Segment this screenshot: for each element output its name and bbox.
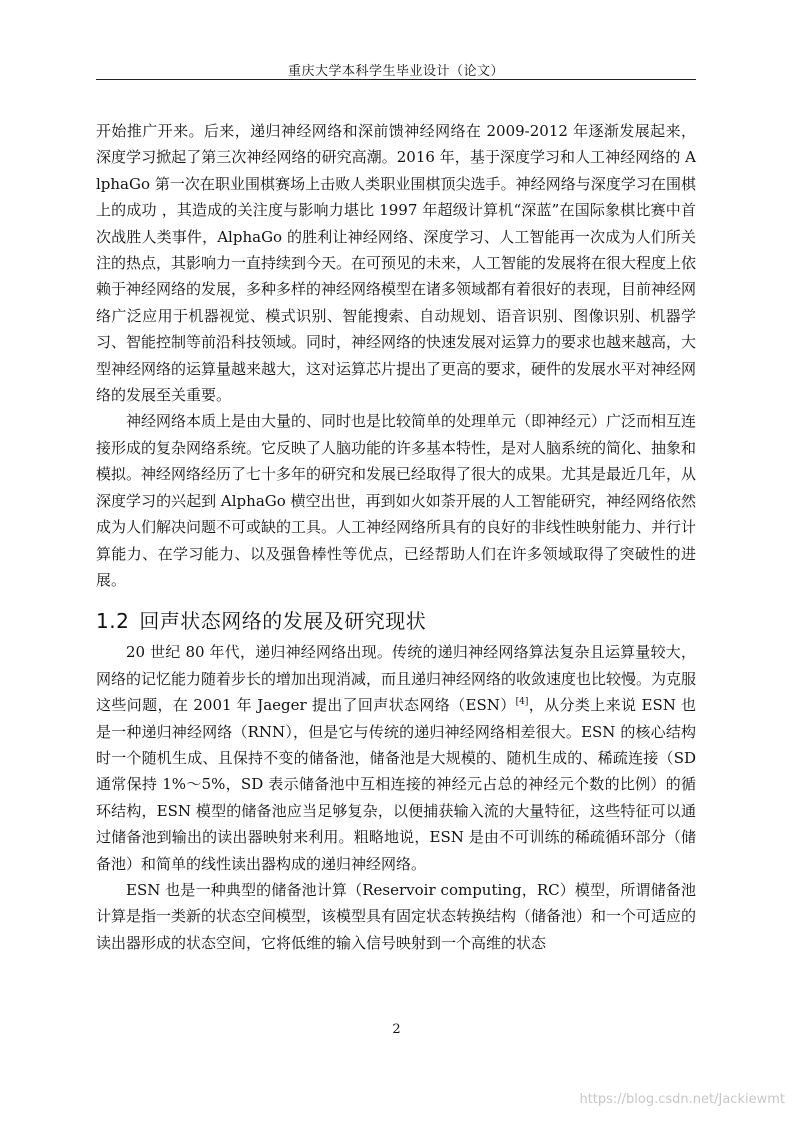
citation-ref[interactable]: [4] bbox=[515, 697, 529, 708]
page-body bbox=[96, 118, 696, 956]
running-header: 重庆大学本科学生毕业设计（论文） bbox=[287, 64, 504, 79]
esn-text-after-citation: ，从分类上来说 ESN 也是一种递归神经网络（RNN），但是它与传统的递归神经网络相差很大。ESN 的核心结构时一个随机生成、且保持不变的储备池，储备池是大规模的、随机生成的、稀疏连接（SD 通常保持 1%～5%，SD 表示储备池中互相连接的神经元占总的神经元个数的比例）的循环结构，ESN 模型的储备池应当足够复杂，以便捕获输入流的大量特征，这些特征可以通过储备池到输出的读出器映射来利用。粗略地说，ESN 是由不可训练的稀疏循环部分（储备池）和简单的线性读出器构成的递归神经网络。 bbox=[96, 696, 696, 873]
paragraph-nn-essence: 神经网络本质上是由大量的、同时也是比较简单的处理单元（即神经元）广泛而相互连接形成的复杂网络系统。它反映了人脑功能的许多基本特性，是对人脑系统的简化、抽象和模拟。神经网络经历了七十多年的研究和发展已经取得了很大的成果。尤其是最近几年，从深度学习的兴起到 AlphaGo 横空出世，再到如火如荼开展的人工智能研究，神经网络依然成为人们解决问题不可或缺的工具。人工神经网络所具有的良好的非线性映射能力、并行计算能力、在学习能力、以及强鲁棒性等优点，已经帮助人们在许多领域取得了突破性的进展。 bbox=[96, 412, 697, 589]
page-number: 2 bbox=[392, 1022, 401, 1037]
paragraph-esn bbox=[96, 639, 696, 877]
section-title: 回声状态网络的发展及研究现状 bbox=[139, 609, 427, 634]
esn-text-before-citation: 20 世纪 80 年代，递归神经网络出现。传统的递归神经网络算法复杂且运算量较大，网络的记忆能力随着步长的增加出现消减，而且递归神经网络的收敛速度也比较慢。为克服这些问题，在 2001 年 Jaeger 提出了回声状态网络（ESN） bbox=[96, 643, 697, 715]
header-rule bbox=[96, 79, 696, 80]
watermark: https://blog.csdn.net/Jackiewmt bbox=[579, 1092, 785, 1107]
paragraph-continuation: 开始推广开来。后来，递归神经网络和深前馈神经网络在 2009-2012 年逐渐发展起来，深度学习掀起了第三次神经网络的研究高潮。2016 年，基于深度学习和人工神经网络的 AlphaGo 第一次在职业围棋赛场上击败人类职业围棋顶尖选手。神经网络与深度学习在围棋上的成功 ，其造成的关注度与影响力堪比 1997 年超级计算机“深蓝”在国际象棋比赛中首次战胜人类事件，AlphaGo 的胜利让神经网络、深度学习、人工智能再一次成为人们所关注的热点，其影响力一直持续到今天。在可预见的未来，人工智能的发展将在很大程度上依赖于神经网络的发展，多种多样的神经网络模型在诸多领域都有着很好的表现，目前神经网络广泛应用于机器视觉、模式识别、智能搜索、自动规划、语音识别、图像识别、机器学习、智能控制等前沿科技领域。同时，神经网络的快速发展对运算力的要求也越来越高，大型神经网络的运算量越来越大，这对运算芯片提出了更高的要求，硬件的发展水平对神经网络的发展至关重要。 bbox=[96, 122, 697, 405]
paragraph-rc: ESN 也是一种典型的储备池计算（Reservoir computing，RC）模型，所谓储备池计算是指一类新的状态空间模型，该模型具有固定状态转换结构（储备池）和一个可适应的读出器形成的状态空间，它将低维的输入信号映射到一个高维的状态 bbox=[96, 880, 697, 952]
section-heading bbox=[96, 603, 696, 639]
section-number: 1.2 bbox=[96, 609, 130, 634]
